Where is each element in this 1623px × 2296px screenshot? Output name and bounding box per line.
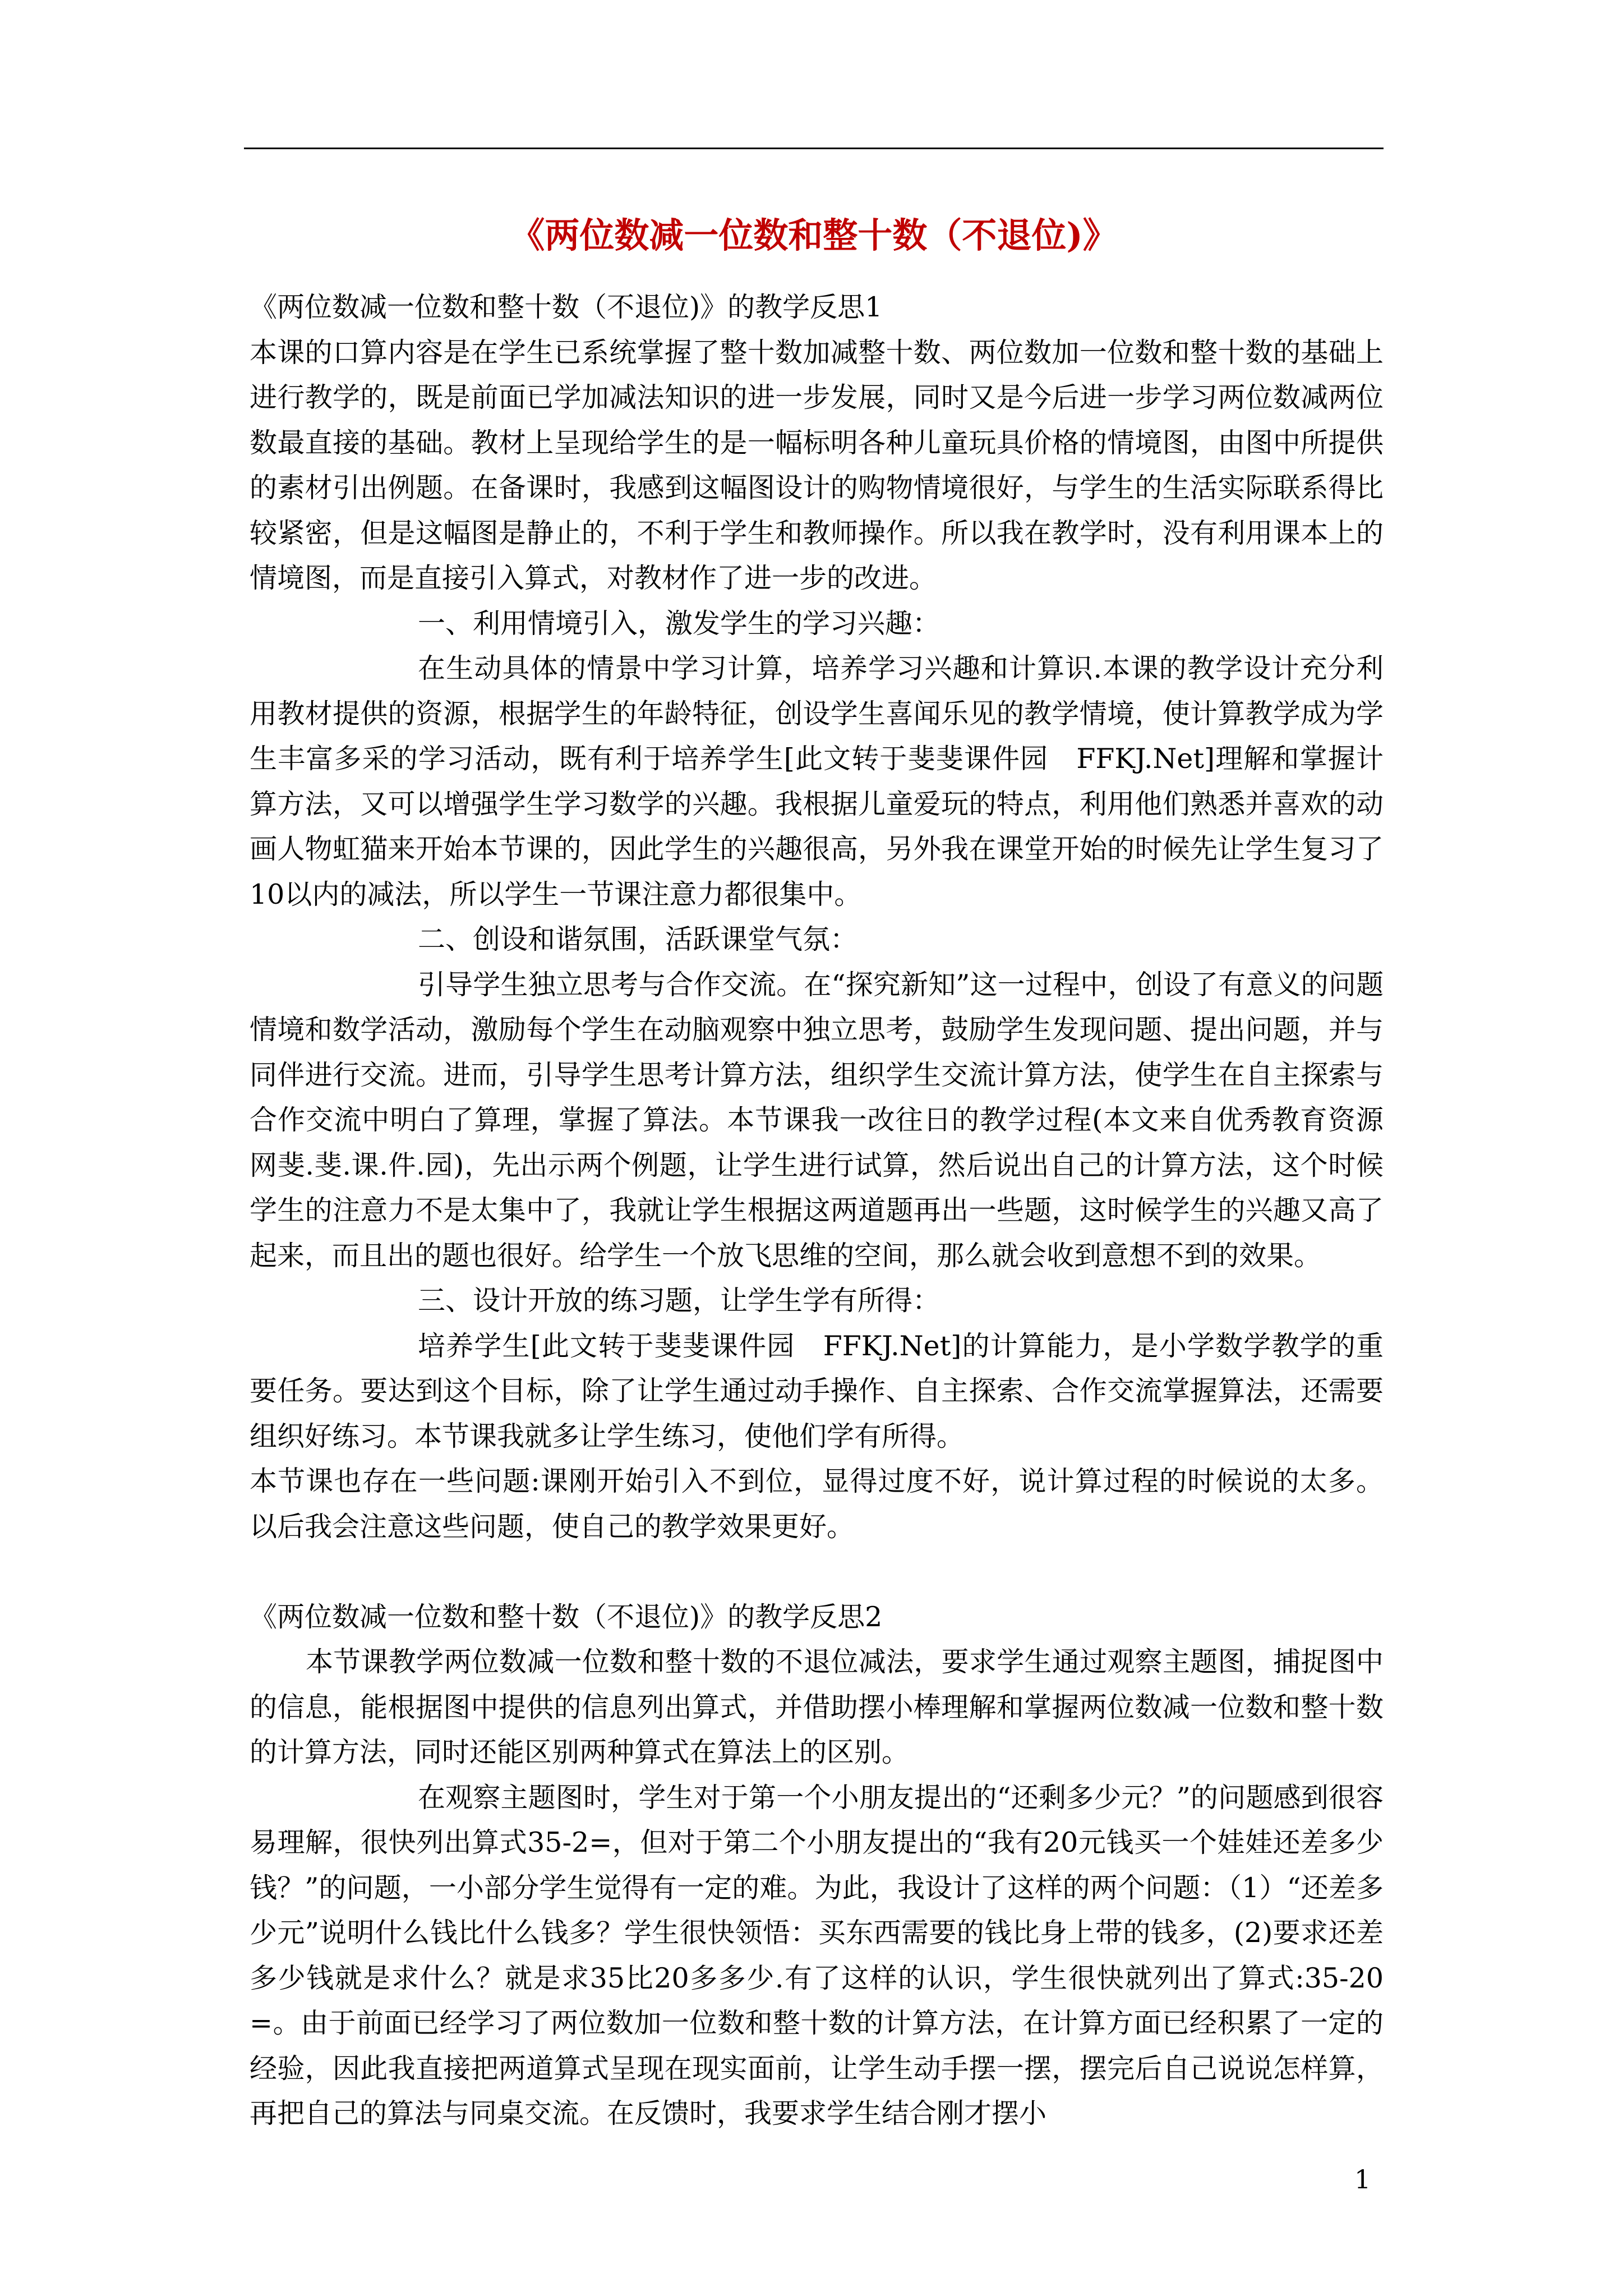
point2-body: 引导学生独立思考与合作交流。在“探究新知”这一过程中，创设了有意义的问题情境和数学活动，激励每个学生在动脑观察中独立思考，鼓励学生发现问题、提出问题，并与同伴进行交流。进而，引导学生思考计算方法，组织学生交流计算方法，使学生在自主探索与合作交流中明白了算理，掌握了算法。本节课我一改往日的教学过程(本文来自优秀教育资源网斐.斐.课.件.园)，先出示两个例题，让学生进行试算，然后说出自己的计算方法，这个时候学生的注意力不是太集中了，我就让学生根据这两道题再出一些题，这时候学生的兴趣又高了起来，而且出的题也很好。给学生一个放飞思维的空间，那么就会收到意想不到的效果。	[250, 968, 1384, 1272]
point3-body: 培养学生[此文转于斐斐课件园 FFKJ.Net]的计算能力，是小学数学教学的重要任务。要达到这个目标，除了让学生通过动手操作、自主探索、合作交流掌握算法，还需要组织好练习。本节课我就多让学生练习，使他们学有所得。	[250, 1329, 1384, 1452]
section-spacer	[250, 1549, 1384, 1595]
section2-para1: 本节课教学两位数减一位数和整十数的不退位减法，要求学生通过观察主题图，捕捉图中的信息，能根据图中提供的信息列出算式，并借助摆小棒理解和掌握两位数减一位数和整十数的计算方法，同时还能区别两种算式在算法上的区别。	[250, 1646, 1384, 1768]
page-number: 1	[1354, 2164, 1371, 2194]
section1-closing: 本节课也存在一些问题:课刚开始引入不到位，显得过度不好，说计算过程的时候说的太多。以后我会注意这些问题，使自己的教学效果更好。	[250, 1465, 1384, 1543]
section1-intro: 本课的口算内容是在学生已系统掌握了整十数加减整十数、两位数加一位数和整十数的基础上进行教学的，既是前面已学加减法知识的进一步发展，同时又是今后进一步学习两位数减两位数最直接的基础。教材上呈现给学生的是一幅标明各种儿童玩具价格的情境图，由图中所提供的素材引出例题。在备课时，我感到这幅图设计的购物情境很好，与学生的生活实际联系得比较紧密，但是这幅图是静止的，不利于学生和教师操作。所以我在教学时，没有利用课本上的情境图，而是直接引入算式，对教材作了进一步的改进。	[250, 336, 1384, 594]
point3-title: 三、设计开放的练习题，让学生学有所得：	[418, 1285, 940, 1317]
point1-body: 在生动具体的情景中学习计算，培养学习兴趣和计算识.本课的教学设计充分利用教材提供的资源，根据学生的年龄特征，创设学生喜闻乐见的教学情境，使计算教学成为学生丰富多采的学习活动，既有利于培养学生[此文转于斐斐课件园 FFKJ.Net]理解和掌握计算方法，又可以增强学生学习数学的兴趣。我根据儿童爱玩的特点，利用他们熟悉并喜欢的动画人物虹猫来开始本节课的，因此学生的兴趣很高，另外我在课堂开始的时候先让学生复习了10以内的减法，所以学生一节课注意力都很集中。	[250, 652, 1384, 910]
document-title: 《两位数减一位数和整十数（不退位)》	[510, 215, 1118, 256]
point1-title: 一、利用情境引入，激发学生的学习兴趣：	[418, 607, 940, 639]
section1-heading: 《两位数减一位数和整十数（不退位)》的教学反思1	[250, 291, 883, 323]
header-rule	[244, 148, 1384, 149]
section2-heading: 《两位数减一位数和整十数（不退位)》的教学反思2	[250, 1600, 883, 1633]
section2-para2: 在观察主题图时，学生对于第一个小朋友提出的“还剩多少元？”的问题感到很容易理解，很快列出算式35-2=，但对于第二个小朋友提出的“我有20元钱买一个娃娃还差多少钱？”的问题，一小部分学生觉得有一定的难。为此，我设计了这样的两个问题：（1）“还差多少元”说明什么钱比什么钱多？学生很快领悟：买东西需要的钱比身上带的钱多，(2)要求还差多少钱就是求什么？就是求35比20多多少.有了这样的认识，学生很快就列出了算式:35-20=。由于前面已经学习了两位数加一位数和整十数的计算方法，在计算方面已经积累了一定的经验，因此我直接把两道算式呈现在现实面前，让学生动手摆一摆，摆完后自己说说怎样算，再把自己的算法与同桌交流。在反馈时，我要求学生结合刚才摆小	[250, 1781, 1384, 2129]
point2-title: 二、创设和谐氛围，活跃课堂气氛：	[418, 923, 858, 955]
document-body	[250, 285, 1384, 2137]
